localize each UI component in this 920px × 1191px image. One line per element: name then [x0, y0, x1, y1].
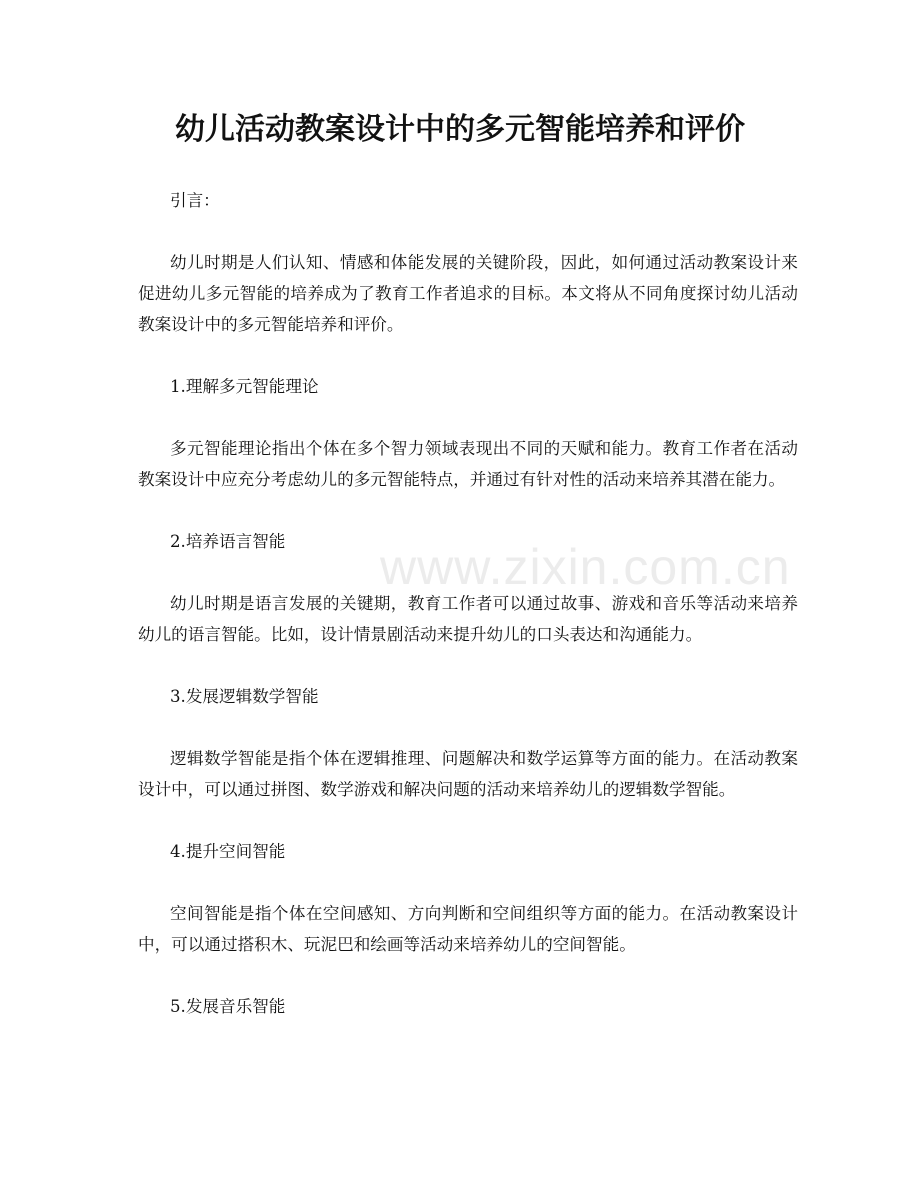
document-body	[138, 185, 798, 1022]
section-paragraph-4: 空间智能是指个体在空间感知、方向判断和空间组织等方面的能力。在活动教案设计中，可以通过搭积木、玩泥巴和绘画等活动来培养幼儿的空间智能。	[138, 904, 798, 954]
section-heading-5: 5.发展音乐智能	[170, 997, 286, 1016]
section-paragraph-1: 多元智能理论指出个体在多个智力领域表现出不同的天赋和能力。教育工作者在活动教案设计中应充分考虑幼儿的多元智能特点，并通过有针对性的活动来培养其潜在能力。	[138, 439, 798, 489]
section-heading-1: 1.理解多元智能理论	[170, 377, 319, 396]
section-heading-3: 3.发展逻辑数学智能	[170, 687, 319, 706]
section-heading-2: 2.培养语言智能	[170, 532, 286, 551]
intro-paragraph: 幼儿时期是人们认知、情感和体能发展的关键阶段，因此，如何通过活动教案设计来促进幼儿多元智能的培养成为了教育工作者追求的目标。本文将从不同角度探讨幼儿活动教案设计中的多元智能培养和评价。	[138, 253, 798, 334]
intro-label: 引言：	[170, 191, 220, 210]
document-title: 幼儿活动教案设计中的多元智能培养和评价	[175, 112, 745, 147]
section-paragraph-3: 逻辑数学智能是指个体在逻辑推理、问题解决和数学运算等方面的能力。在活动教案设计中，可以通过拼图、数学游戏和解决问题的活动来培养幼儿的逻辑数学智能。	[138, 749, 798, 799]
section-heading-4: 4.提升空间智能	[170, 842, 286, 861]
watermark: www.zixin.com.cn	[380, 539, 791, 595]
section-paragraph-2: 幼儿时期是语言发展的关键期，教育工作者可以通过故事、游戏和音乐等活动来培养幼儿的语言智能。比如，设计情景剧活动来提升幼儿的口头表达和沟通能力。	[138, 594, 798, 644]
